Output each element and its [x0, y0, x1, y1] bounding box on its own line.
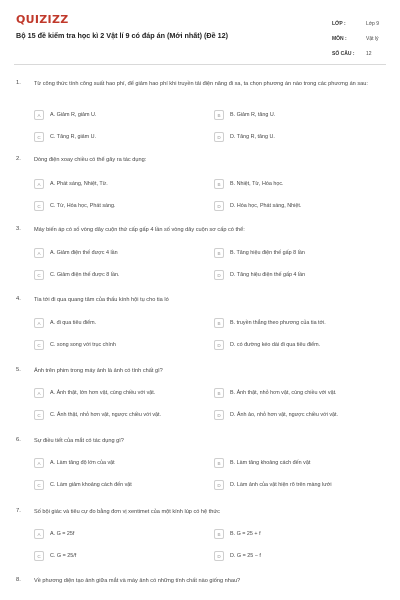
option-text: D. có đường kéo dài đi qua tiêu điểm. — [230, 342, 321, 348]
meta-value: 12 — [366, 50, 372, 57]
option-key: B — [214, 318, 224, 328]
option-text: C. song song với trục chính — [50, 342, 116, 348]
option-c[interactable] — [34, 340, 204, 350]
option-a[interactable] — [34, 179, 204, 189]
option-text: B. Làm tăng khoảng cách đến vật — [230, 460, 311, 466]
question-number: 3. — [16, 226, 21, 232]
option-key: C — [34, 551, 44, 561]
option-a[interactable] — [34, 458, 204, 468]
option-key: D — [214, 201, 224, 211]
option-text: D. Tăng R, tăng U. — [230, 134, 275, 140]
option-key: A — [34, 110, 44, 120]
option-c[interactable] — [34, 132, 204, 142]
option-key: D — [214, 480, 224, 490]
meta-label: SỐ CÂU : — [332, 50, 355, 57]
question-number: 2. — [16, 156, 21, 162]
option-d[interactable] — [214, 340, 384, 350]
option-c[interactable] — [34, 551, 204, 561]
option-b[interactable] — [214, 318, 384, 328]
option-d[interactable] — [214, 201, 384, 211]
option-key: A — [34, 179, 44, 189]
option-c[interactable] — [34, 410, 204, 420]
option-c[interactable] — [34, 201, 204, 211]
meta-row-subject — [332, 31, 392, 46]
meta-value: Vật lý — [366, 35, 379, 42]
question-text: Về phương diện tạo ảnh giữa mắt và máy ảnh có những tính chất nào giống nhau? — [34, 578, 241, 584]
meta-row-class — [332, 16, 392, 31]
question-text: Máy biến áp có số vòng dây cuộn thứ cấp gấp 4 lần số vòng dây cuộn sơ cấp có thể: — [34, 227, 245, 233]
option-key: A — [34, 318, 44, 328]
option-text: C. Ảnh thật, nhỏ hơn vật, ngược chiều với vật. — [50, 412, 162, 418]
option-d[interactable] — [214, 132, 384, 142]
question-number: 7. — [16, 508, 21, 514]
option-key: C — [34, 201, 44, 211]
option-text: C. Giảm điện thế được 8 lần. — [50, 272, 120, 278]
question-text: Ảnh trên phim trong máy ảnh là ảnh có tính chất gì? — [34, 368, 163, 374]
option-d[interactable] — [214, 551, 384, 561]
question-number: 5. — [16, 367, 21, 373]
option-text: A. Làm tăng độ lớn của vật — [50, 460, 115, 466]
option-text: B. truyền thẳng theo phương của tia tới. — [230, 320, 326, 326]
option-key: B — [214, 458, 224, 468]
option-text: B. Tăng hiệu điện thế gấp 8 lần — [230, 250, 305, 256]
question-text: Từ công thức tính công suất hao phí, để giảm hao phí khi truyền tải điện năng đi xa, ta chọn phương án nào trong các phương án sau: — [34, 81, 368, 87]
option-key: B — [214, 110, 224, 120]
option-text: D. Hóa học, Phát sáng, Nhiệt. — [230, 203, 302, 209]
option-key: D — [214, 340, 224, 350]
question-number: 6. — [16, 437, 21, 443]
option-text: A. G = 25f — [50, 531, 75, 537]
option-text: C. Từ, Hóa học, Phát sáng. — [50, 203, 116, 209]
meta-row-count — [332, 46, 392, 61]
option-a[interactable] — [34, 248, 204, 258]
question-number: 1. — [16, 80, 21, 86]
question-number: 8. — [16, 577, 21, 583]
option-b[interactable] — [214, 529, 384, 539]
option-text: C. G = 25/f — [50, 553, 77, 559]
option-text: B. G = 25 + f — [230, 531, 261, 537]
option-key: D — [214, 132, 224, 142]
option-a[interactable] — [34, 318, 204, 328]
option-text: D. Tăng hiệu điện thế gấp 4 lần — [230, 272, 306, 278]
option-key: D — [214, 270, 224, 280]
option-text: D. G = 25 − f — [230, 553, 261, 559]
question-number: 4. — [16, 296, 21, 302]
option-b[interactable] — [214, 458, 384, 468]
meta-value: Lớp 9 — [366, 20, 380, 27]
option-text: C. Làm giảm khoảng cách đến vật — [50, 482, 132, 488]
question-text: Sự điều tiết của mắt có tác dụng gì? — [34, 438, 124, 444]
option-key: C — [34, 340, 44, 350]
option-key: C — [34, 480, 44, 490]
option-c[interactable] — [34, 270, 204, 280]
option-key: C — [34, 270, 44, 280]
option-key: A — [34, 248, 44, 258]
option-key: B — [214, 179, 224, 189]
option-key: D — [214, 410, 224, 420]
option-key: A — [34, 529, 44, 539]
option-b[interactable] — [214, 179, 384, 189]
meta-label: MÔN : — [332, 35, 347, 42]
option-text: A. Phát sáng, Nhiệt, Từ. — [50, 181, 108, 187]
option-key: A — [34, 458, 44, 468]
option-text: B. Giảm R, tăng U. — [230, 112, 276, 118]
option-c[interactable] — [34, 480, 204, 490]
option-text: A. đi qua tiêu điểm. — [50, 320, 97, 326]
option-key: D — [214, 551, 224, 561]
option-a[interactable] — [34, 388, 204, 398]
option-a[interactable] — [34, 110, 204, 120]
option-text: A. Giảm điện thế được 4 lần — [50, 250, 118, 256]
meta-label: LỚP : — [332, 20, 346, 27]
option-d[interactable] — [214, 270, 384, 280]
option-key: B — [214, 248, 224, 258]
option-text: B. Nhiệt, Từ, Hóa học. — [230, 181, 284, 187]
option-b[interactable] — [214, 248, 384, 258]
option-key: B — [214, 388, 224, 398]
question-text: Số bội giác và tiêu cự đo bằng đơn vị xentimet của một kính lúp có hệ thức — [34, 509, 220, 515]
header-divider — [14, 64, 386, 65]
quizizz-logo: QUIZIZZ — [16, 13, 69, 26]
option-key: C — [34, 410, 44, 420]
option-key: B — [214, 529, 224, 539]
option-text: B. Ảnh thật, nhỏ hơn vật, cùng chiều với vật. — [230, 390, 337, 396]
page-header — [0, 0, 400, 62]
option-b[interactable] — [214, 388, 384, 398]
question-text: Tia tới đi qua quang tâm của thấu kính hội tụ cho tia ló — [34, 297, 169, 303]
option-text: A. Ảnh thật, lớn hơn vật, cùng chiều với vật. — [50, 390, 156, 396]
option-key: A — [34, 388, 44, 398]
question-text: Dòng điện xoay chiều có thể gây ra tác dụng: — [34, 157, 147, 163]
option-d[interactable] — [214, 480, 384, 490]
option-text: A. Giảm R, giảm U. — [50, 112, 97, 118]
option-text: C. Tăng R, giảm U. — [50, 134, 97, 140]
option-text: D. Làm ảnh của vật hiện rõ trên màng lưới — [230, 482, 332, 488]
document-title: Bộ 15 đề kiểm tra học kì 2 Vật lí 9 có đáp án (Mới nhất) (Đề 12) — [16, 31, 229, 40]
option-d[interactable] — [214, 410, 384, 420]
option-b[interactable] — [214, 110, 384, 120]
option-a[interactable] — [34, 529, 204, 539]
meta-block — [332, 16, 392, 61]
option-text: D. Ảnh ảo, nhỏ hơn vật, ngược chiều với vật. — [230, 412, 339, 418]
option-key: C — [34, 132, 44, 142]
